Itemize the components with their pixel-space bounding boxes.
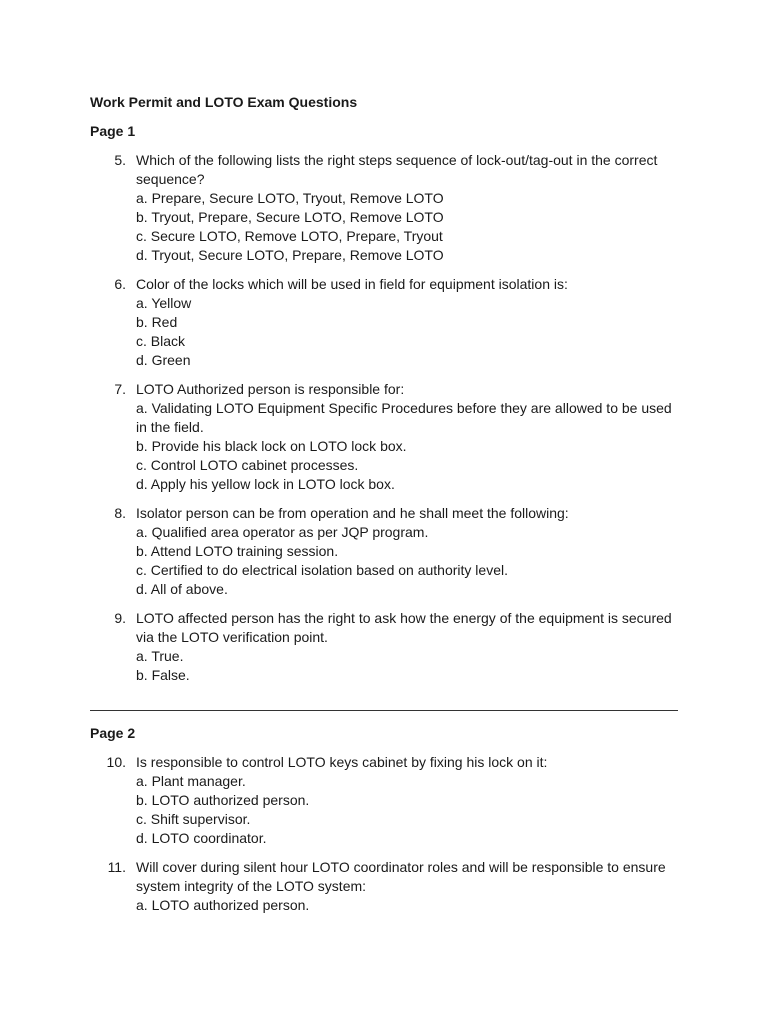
answer-option: d. Green — [136, 352, 191, 368]
question-number: 11. — [107, 859, 126, 875]
question-10 — [90, 753, 680, 848]
answer-option: b. Attend LOTO training session. — [136, 543, 339, 559]
question-11 — [90, 858, 680, 915]
answer-option: a. Prepare, Secure LOTO, Tryout, Remove LOTO — [136, 190, 444, 206]
question-7 — [90, 380, 680, 494]
page-heading: Page 1 — [90, 123, 136, 139]
answer-option: d. LOTO coordinator. — [136, 830, 267, 846]
question-text: Is responsible to control LOTO keys cabinet by fixing his lock on it: — [136, 754, 548, 770]
question-number: 9. — [114, 610, 126, 626]
question-number: 5. — [114, 152, 126, 168]
answer-option: c. Secure LOTO, Remove LOTO, Prepare, Tryout — [136, 228, 443, 244]
question-list — [90, 753, 680, 915]
question-list — [90, 151, 680, 685]
question-9 — [90, 609, 680, 685]
page-heading: Page 2 — [90, 725, 136, 741]
question-6 — [90, 275, 680, 370]
question-8 — [90, 504, 680, 599]
question-text: Isolator person can be from operation and he shall meet the following: — [136, 505, 569, 521]
page-divider — [90, 710, 678, 711]
answer-option: b. Provide his black lock on LOTO lock box. — [136, 438, 407, 454]
document-title: Work Permit and LOTO Exam Questions — [90, 94, 358, 110]
answer-option: d. All of above. — [136, 581, 228, 597]
answer-option: a. Yellow — [136, 295, 192, 311]
question-number: 6. — [114, 276, 126, 292]
question-number: 10. — [106, 754, 126, 770]
answer-option: a. Validating LOTO Equipment Specific Procedures before they are allowed to be used in the field. — [136, 400, 672, 435]
answer-option: b. Tryout, Prepare, Secure LOTO, Remove LOTO — [136, 209, 444, 225]
question-text: Color of the locks which will be used in field for equipment isolation is: — [136, 276, 568, 292]
answer-option: a. True. — [136, 648, 184, 664]
answer-option: a. Plant manager. — [136, 773, 246, 789]
answer-option: d. Tryout, Secure LOTO, Prepare, Remove LOTO — [136, 247, 444, 263]
answer-option: c. Shift supervisor. — [136, 811, 251, 827]
question-number: 8. — [114, 505, 126, 521]
answer-option: a. LOTO authorized person. — [136, 897, 310, 913]
answer-option: b. Red — [136, 314, 178, 330]
answer-option: c. Certified to do electrical isolation based on authority level. — [136, 562, 508, 578]
answer-option: c. Black — [136, 333, 186, 349]
answer-option: c. Control LOTO cabinet processes. — [136, 457, 359, 473]
answer-option: b. LOTO authorized person. — [136, 792, 310, 808]
answer-option: a. Qualified area operator as per JQP program. — [136, 524, 429, 540]
question-text: LOTO affected person has the right to ask how the energy of the equipment is secured via the LOTO verification point. — [136, 610, 672, 645]
page-2-section — [90, 724, 680, 915]
question-text: LOTO Authorized person is responsible for: — [136, 381, 405, 397]
page-1-section — [90, 122, 680, 685]
document — [90, 93, 680, 915]
answer-option: b. False. — [136, 667, 190, 683]
question-text: Will cover during silent hour LOTO coordinator roles and will be responsible to ensure system integrity of the LOTO system: — [136, 859, 666, 894]
question-number: 7. — [114, 381, 126, 397]
answer-option: d. Apply his yellow lock in LOTO lock box. — [136, 476, 395, 492]
question-text: Which of the following lists the right steps sequence of lock-out/tag-out in the correct sequence? — [136, 152, 658, 187]
question-5 — [90, 151, 680, 265]
